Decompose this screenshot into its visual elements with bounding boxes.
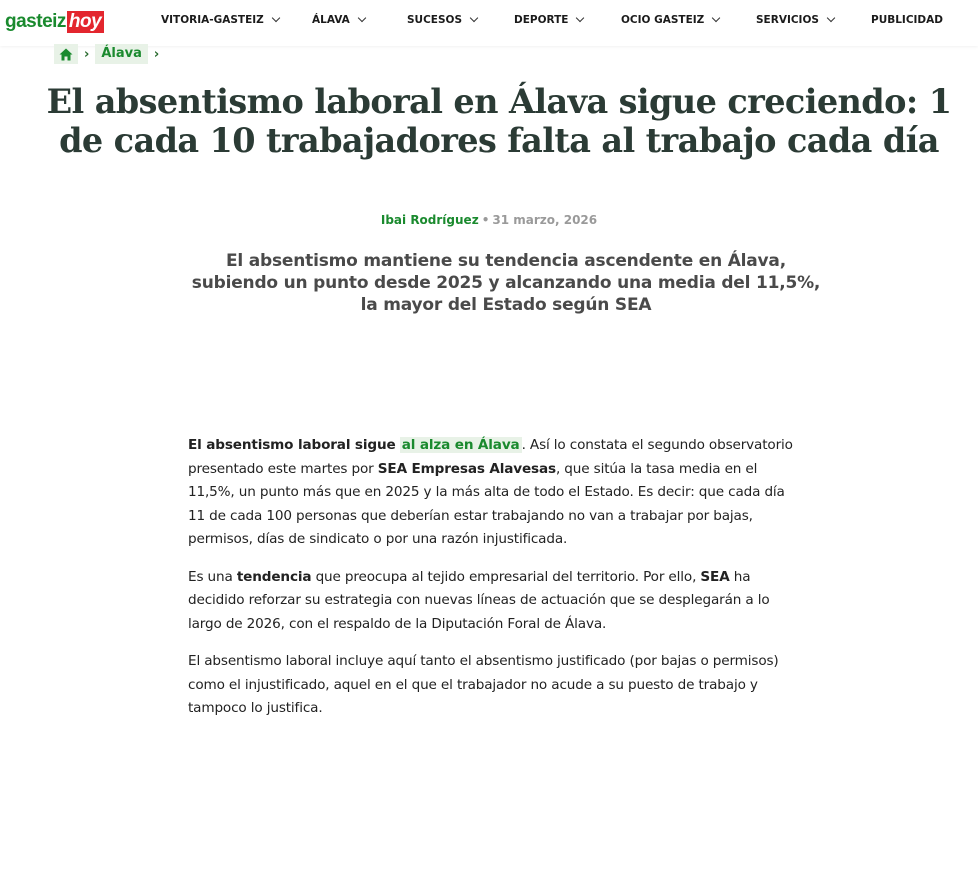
breadcrumb bbox=[54, 44, 165, 64]
nav-label: SERVICIOS bbox=[756, 14, 819, 26]
nav-item-alava[interactable] bbox=[312, 14, 365, 26]
nav-label: VITORIA-GASTEIZ bbox=[161, 14, 264, 26]
logo-text-hoy: hoy bbox=[67, 11, 104, 33]
chevron-down-icon bbox=[712, 14, 720, 22]
nav-item-deporte[interactable] bbox=[514, 14, 583, 26]
article-byline bbox=[0, 213, 978, 227]
bold-text: tendencia bbox=[236, 568, 312, 585]
chevron-down-icon bbox=[358, 14, 366, 22]
nav-label: PUBLICIDAD bbox=[871, 14, 943, 26]
chevron-down-icon bbox=[576, 14, 584, 22]
chevron-down-icon bbox=[272, 14, 280, 22]
paragraph-text: que preocupa al tejido empresarial del territorio. Por ello, bbox=[311, 568, 701, 585]
bold-text: SEA Empresas Alavesas bbox=[377, 460, 556, 477]
nav-item-publicidad[interactable] bbox=[871, 14, 943, 26]
site-header bbox=[0, 0, 978, 46]
nav-item-ocio-gasteiz[interactable] bbox=[621, 14, 719, 26]
bold-text: SEA bbox=[700, 568, 730, 585]
nav-label: DEPORTE bbox=[514, 14, 569, 26]
nav-label: OCIO GASTEIZ bbox=[621, 14, 705, 26]
publish-date: 31 marzo, 2026 bbox=[492, 213, 598, 227]
nav-item-sucesos[interactable] bbox=[407, 14, 477, 26]
article-body bbox=[188, 434, 802, 735]
chevron-down-icon bbox=[827, 14, 835, 22]
logo-text-gasteiz: gasteiz bbox=[5, 11, 66, 32]
article-headline: El absentismo laboral en Álava sigue creciendo: 1 de cada 10 trabajadores falta al trabajo cada día bbox=[46, 82, 952, 160]
nav-item-vitoria-gasteiz[interactable] bbox=[161, 14, 279, 26]
paragraph: El absentismo laboral incluye aquí tanto el absentismo justificado (por bajas o permisos) como el injustificado, aquel en el que el trabajador no acude a su puesto de trabajo y tampoco lo justifica. bbox=[188, 653, 779, 716]
paragraph bbox=[188, 566, 802, 637]
byline-separator: • bbox=[481, 213, 490, 227]
nav-label: ÁLAVA bbox=[312, 14, 350, 26]
paragraph-text: . Así lo constata el segundo observatorio presentado este martes por bbox=[188, 437, 793, 477]
nav-label: SUCESOS bbox=[407, 14, 463, 26]
breadcrumb-section-link[interactable]: Álava bbox=[95, 44, 148, 64]
chevron-down-icon bbox=[470, 14, 478, 22]
chevron-right-icon: › bbox=[84, 46, 90, 62]
paragraph bbox=[188, 434, 802, 552]
site-logo[interactable] bbox=[5, 10, 104, 34]
paragraph-text: , que sitúa la tasa media en el 11,5%, un punto más que en 2025 y la más alta de todo el Estado. Es decir: que cada día 11 de cada 100 personas que deberían estar trabajando no van a trabajar por bajas, permisos, días de sindicato o por una razón injustificada. bbox=[188, 460, 785, 547]
home-icon bbox=[59, 48, 73, 61]
author-link[interactable]: Ibai Rodríguez bbox=[380, 213, 479, 227]
article-subtitle: El absentismo mantiene su tendencia ascendente en Álava, subiendo un punto desde 2025 y alcanzando una media del 11,5%, la mayor del Estado según SEA bbox=[191, 251, 821, 315]
tag-link-alza-alava[interactable]: al alza en Álava bbox=[401, 437, 520, 453]
breadcrumb-home[interactable] bbox=[54, 44, 78, 64]
bold-text: El absentismo laboral sigue bbox=[188, 437, 396, 453]
paragraph-text: Es una bbox=[188, 568, 237, 585]
nav-item-servicios[interactable] bbox=[756, 14, 834, 26]
paragraph-text: ha decidido reforzar su estrategia con nuevas líneas de actuación que se desplegarán a lo largo de 2026, con el respaldo de la Diputación Foral de Álava. bbox=[188, 568, 770, 632]
chevron-right-icon: › bbox=[153, 46, 160, 62]
